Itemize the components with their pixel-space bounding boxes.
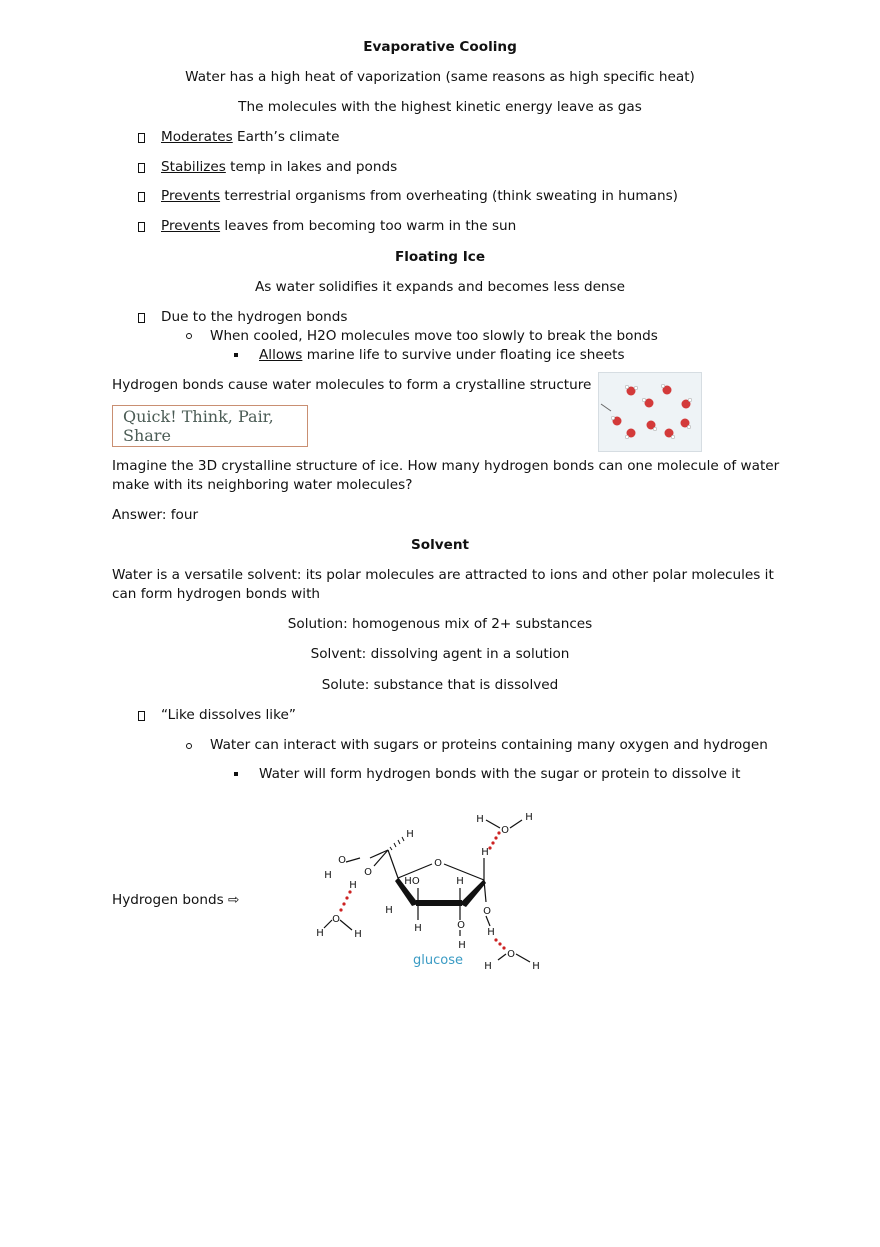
bullet-box-icon (138, 133, 145, 143)
evap-bullet-4-text: leaves from becoming too warm in the sun (220, 218, 517, 234)
think-pair-share-banner (112, 405, 308, 447)
c1-o-label: O (483, 906, 491, 917)
evap-bullet-4 (161, 217, 516, 235)
evap-line-1: Water has a high heat of vaporization (same reasons as high specific heat) (185, 69, 695, 85)
ice-line-1: As water solidifies it expands and becomes less dense (254, 279, 625, 295)
c1-oh-h-label: H (487, 927, 495, 938)
c2-oh-h-label: H (458, 940, 466, 951)
evap-bullet-2 (161, 158, 397, 176)
solvent-subsub-bullet-1: Water will form hydrogen bonds with the sugar or protein to dissolve it (259, 766, 741, 782)
ho-label: HO (404, 876, 420, 887)
water-h-label: H (476, 814, 484, 825)
think-pair-share-label: Quick! Think, Pair, Share (123, 407, 274, 445)
ice-lattice-image (598, 372, 702, 452)
c4-bottom-h-label: H (414, 923, 422, 934)
bullet-box-icon (138, 222, 145, 232)
c5-o-label: O (364, 867, 372, 878)
bullet-square-icon (234, 353, 238, 357)
solution-definition: Solution: homogenous mix of 2+ substances (287, 616, 593, 632)
solvent-para-line-1: Water is a versatile solvent: its polar molecules are attracted to ions and other polar molecules it (112, 567, 774, 583)
crystal-structure-text: Hydrogen bonds cause water molecules to form a crystalline structure (112, 377, 592, 393)
solvent-bullet-1: “Like dissolves like” (161, 707, 296, 723)
bullet-box-icon (138, 163, 145, 173)
water-h-label: H (525, 812, 533, 823)
ice-lattice-drawing (599, 373, 701, 451)
solvent-para-line-2: can form hydrogen bonds with (112, 586, 321, 602)
tps-answer: Answer: four (112, 507, 199, 523)
ice-subsub-keyword: Allows (259, 347, 303, 363)
evap-bullet-3 (161, 187, 678, 205)
evap-bullet-3-keyword: Prevents (161, 188, 221, 204)
lower-water-h2-label: H (532, 961, 540, 972)
lower-water-o-label: O (507, 949, 515, 960)
anomeric-h-label: H (481, 847, 489, 858)
floating-ice-heading: Floating Ice (394, 249, 486, 265)
glucose-hydrogen-bond-figure (300, 800, 560, 985)
c2-o-label: O (457, 920, 465, 931)
tps-question-line-1: Imagine the 3D crystalline structure of ice. How many hydrogen bonds can one molecule of water (112, 458, 780, 474)
ice-bullet-1: Due to the hydrogen bonds (161, 309, 348, 325)
left-water-h2-label: H (354, 929, 362, 940)
c4-h-label: H (385, 905, 393, 916)
bullet-circle-icon (186, 333, 192, 339)
c6-h-label: H (324, 870, 332, 881)
ice-subsub-bullet-1 (259, 346, 625, 364)
evap-bullet-4-keyword: Prevents (161, 218, 221, 234)
ice-sub-bullet-1: When cooled, H2O molecules move too slowly to break the bonds (210, 328, 658, 344)
solute-definition: Solute: substance that is dissolved (321, 677, 559, 693)
bullet-box-icon (138, 711, 145, 721)
lower-water-h-label: H (484, 961, 492, 972)
left-water-h-label: H (316, 928, 324, 939)
tps-question-line-2: make with its neighboring water molecules? (112, 477, 413, 493)
left-water-o-label: O (332, 914, 340, 925)
bullet-box-icon (138, 192, 145, 202)
bullet-square-icon (234, 772, 238, 776)
evap-bullet-3-text: terrestrial organisms from overheating (think sweating in humans) (220, 188, 678, 204)
solvent-definition: Solvent: dissolving agent in a solution (310, 646, 570, 662)
evap-bullet-2-text: temp in lakes and ponds (225, 159, 398, 175)
water-o-label: O (501, 825, 509, 836)
c5-h-label: H (406, 829, 414, 840)
solvent-heading: Solvent (410, 537, 470, 553)
ice-subsub-text: marine life to survive under floating ice sheets (302, 347, 625, 363)
evaporative-cooling-heading: Evaporative Cooling (363, 39, 517, 55)
c5-oh-h-label: H (349, 880, 357, 891)
hydrogen-bonds-label: Hydrogen bonds ⇨ (112, 892, 240, 908)
evap-bullet-1-text: Earth’s climate (232, 129, 340, 145)
bullet-box-icon (138, 313, 145, 323)
glucose-label: glucose (413, 953, 463, 968)
evap-bullet-1 (161, 128, 340, 146)
evap-line-2: The molecules with the highest kinetic energy leave as gas (238, 99, 642, 115)
evap-bullet-1-keyword: Moderates (161, 129, 233, 145)
c6-o-label: O (338, 855, 346, 866)
solvent-sub-bullet-1: Water can interact with sugars or proteins containing many oxygen and hydrogen (210, 737, 768, 753)
evap-bullet-2-keyword: Stabilizes (161, 159, 226, 175)
ring-oxygen-label: O (434, 858, 442, 869)
bullet-circle-icon (186, 743, 192, 749)
c3-h-label: H (456, 876, 464, 887)
